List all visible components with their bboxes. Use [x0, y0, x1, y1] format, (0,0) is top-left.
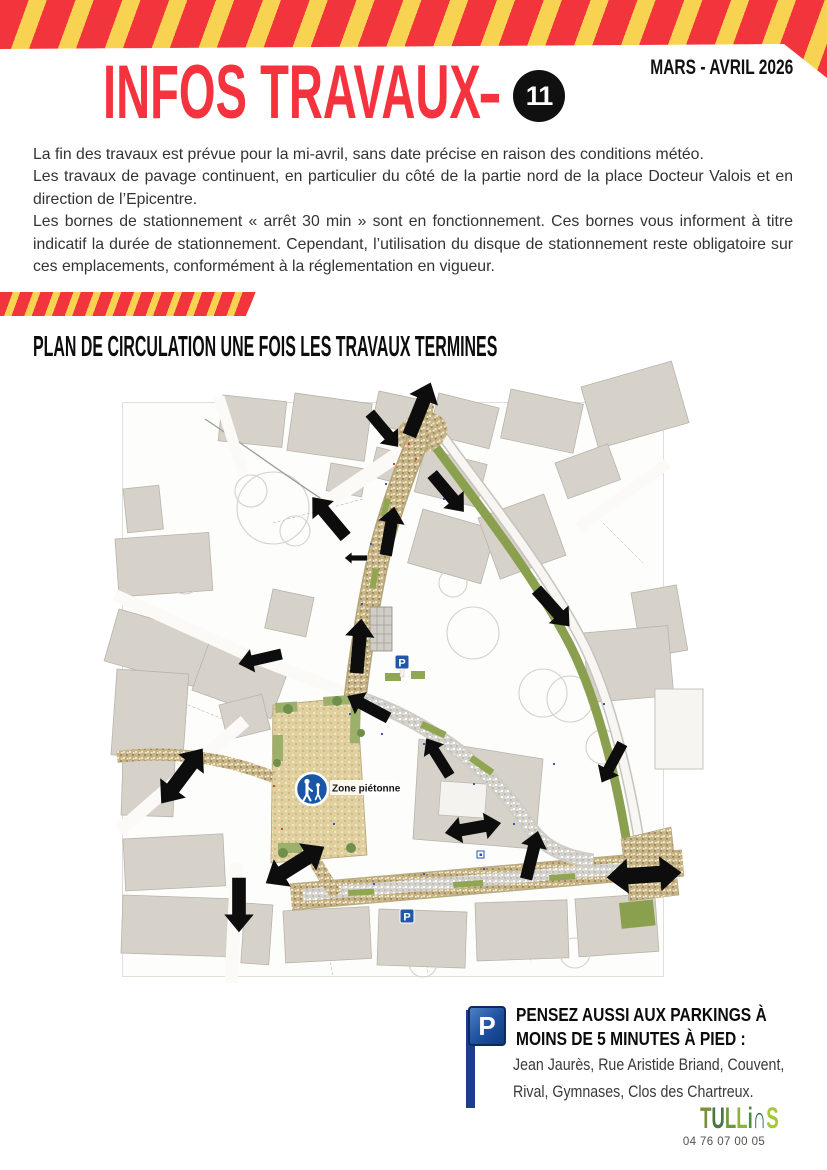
parking-symbol: P	[398, 657, 406, 670]
pedestrian-zone-label: Zone piétonne	[332, 783, 401, 795]
parking-list: Jean Jaurès, Rue Aristide Briand, Couvent, Rival, Gymnases, Clos des Chartreux.	[513, 1056, 785, 1101]
parking-marker-south	[400, 909, 414, 924]
tan-parking-area	[621, 827, 679, 901]
parking-sign-letter: P	[478, 1010, 496, 1041]
issue-number-badge	[513, 70, 565, 122]
parking-symbol: P	[403, 911, 411, 924]
hazard-stripe-divider	[0, 292, 256, 316]
plan-section-title: PLAN DE CIRCULATION UNE FOIS LES TRAVAUX TERMINES	[33, 331, 498, 363]
parking-marker-small	[477, 851, 484, 858]
page-title-text: INFOS TRAVAUX	[103, 50, 481, 135]
intro-paragraphs	[33, 144, 793, 278]
footer	[676, 1102, 779, 1148]
map-inset-box	[655, 689, 703, 769]
date-range: MARS - AVRIL 2026	[649, 56, 793, 79]
courtyard	[439, 781, 487, 818]
issue-number: 11	[525, 80, 553, 111]
circulation-map	[122, 402, 664, 977]
title-dash: -	[478, 53, 502, 133]
intro-paragraph-1: La fin des travaux est prévue pour la mi-avril, sans date précise en raison des conditions météo.	[33, 146, 704, 163]
phone-number: 04 76 07 00 05	[682, 1136, 766, 1148]
intro-paragraph-3: Les bornes de stationnement « arrêt 30 min » sont en fonctionnement. Ces bornes vous informent à titre indicatif la durée de stationnement. Cependant, l’utilisation du disque de stationnement reste obligatoire sur ces emplacements, conformément à la réglementation en vigueur.	[33, 213, 793, 276]
market-building	[370, 607, 392, 651]
tullins-logo: TULLi∩S	[700, 1102, 779, 1135]
parking-heading: PENSEZ AUSSI AUX PARKINGS À MOINS DE 5 MINUTES À PIED :	[516, 1004, 767, 1049]
parking-sign-icon	[468, 1006, 506, 1046]
intro-paragraph-2: Les travaux de pavage continuent, en particulier du côté de la partie nord de la place Docteur Valois et en direction de l’Epicentre.	[33, 168, 793, 208]
